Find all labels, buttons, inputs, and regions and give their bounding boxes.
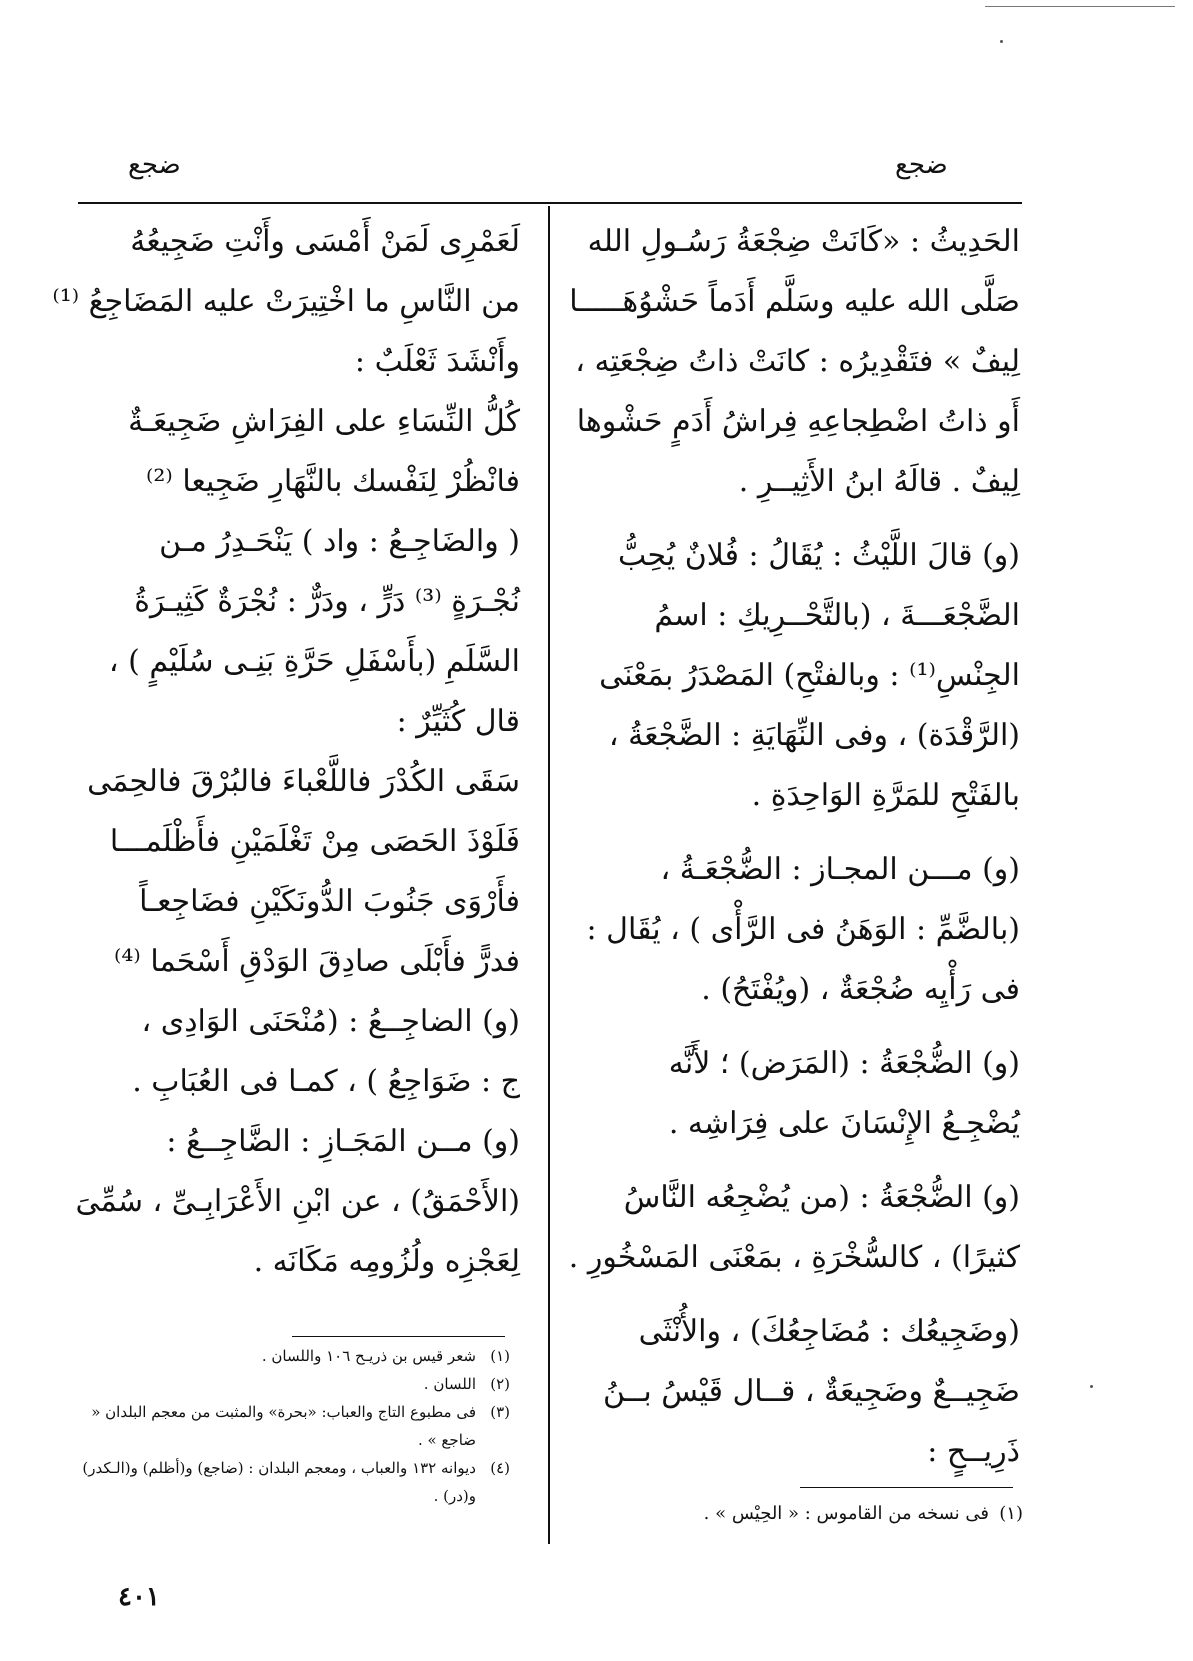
text-line: سَقَى الكُدْرَ فاللَّعْباءَ فالبُرْقَ فالحِمَى (87, 764, 520, 799)
text-line: فانْظُرْ لِنَفْسك بالنَّهَارِ ضَجِيعا ⁽²⁾ (146, 464, 520, 499)
text-line: (وضَجِيعُك : مُضَاجِعُكَ) ، والأُنْثَى (638, 1314, 1020, 1349)
footnote-number: (١) (999, 1503, 1023, 1524)
paragraph-gap (585, 1288, 1020, 1302)
text-line: (و) قالَ اللَّيْثُ : يُقَالُ : فُلانٌ يُحِبُّ (618, 538, 1020, 573)
footnote-number: (٤) (490, 1459, 510, 1477)
text-line: ذَرِيــحٍ : (927, 1434, 1020, 1469)
text-line: فى رَأْيِه ضُجْعَةٌ ، (ويُفْتَحُ) . (701, 972, 1020, 1007)
paragraph-gap (585, 512, 1020, 526)
footnotes-right (585, 1500, 1023, 1528)
footnote-rule-right (800, 1487, 1013, 1488)
text-line: (و) الضُّجْعَةُ : (المَرَض) ؛ لأَنَّه (668, 1046, 1020, 1081)
footnote (78, 1398, 510, 1454)
text-line: (الأَحْمَقُ) ، عن ابْنِ الأَعْرَابِـىِّ ، سُمِّىَ (75, 1184, 520, 1219)
footnote-text: فى مطبوع التاج والعباب: «بحرة» والمثبت من معجم البلدان « ضاجع » . (91, 1403, 476, 1449)
text-line: نُجْـرَةٍ ⁽³⁾ دَرٍّ ، ودَرٌّ : نُجْرَةٌ كَثِيـرَةُ (134, 584, 520, 619)
text-line: صَلَّى الله عليه وسَلَّم أَدَماً حَشْوُهَـــــا (569, 284, 1020, 319)
paragraph-gap (585, 826, 1020, 840)
footnote-text: ديوانه ١٣٢ والعباب ، ومعجم البلدان : (ضاجع) و(أظلم) و(الـكدر) و(در) . (82, 1459, 476, 1505)
text-line: فأَرْوَى جَنُوبَ الدُّونَكَيْنِ فضَاجِعـاً (139, 884, 520, 919)
text-line: كثيرًا) ، كالسُّخْرَةِ ، بمَعْنَى المَسْخُورِ . (568, 1240, 1020, 1275)
footnote-text: اللسان . (423, 1375, 476, 1393)
text-line: ضَجِيــعٌ وضَجِيعَةٌ ، قــال قَيْسُ بــنُ (603, 1374, 1020, 1409)
left-column (52, 212, 520, 1292)
footnote-number: (٢) (490, 1375, 510, 1393)
text-line: ( والضَاجِـعُ : واد ) يَنْحَـدِرُ مـن (159, 524, 520, 559)
text-line: بالفَتْحِ للمَرَّةِ الوَاحِدَةِ . (751, 778, 1020, 813)
running-header-right: ضجع (895, 150, 948, 180)
text-line: (و) مــن المَجَـازِ : الضَّاجِــعُ : (166, 1124, 520, 1159)
text-line: السَّلَمِ (بأَسْفَلِ حَرَّةِ بَنِـى سُلَيْمٍ ) ، (108, 644, 520, 679)
text-line: (و) مـــن المجـاز : الضُّجْعَـةُ ، (660, 852, 1020, 887)
text-line: لِعَجْزِه ولُزُومِه مَكَانَه . (253, 1244, 520, 1279)
paragraph-gap (585, 1020, 1020, 1034)
column-divider (548, 206, 550, 1544)
text-line: الجِنْسِ⁽¹⁾ : وبالفتْحِ) المَصْدَرُ بمَعْنَى (599, 658, 1020, 693)
text-line: قال كُثَيِّرٌ : (396, 704, 520, 739)
top-edge-line (985, 6, 1175, 7)
text-line: فدرًّ فأَبْلَى صادِقَ الوَدْقِ أَسْحَما ⁽⁴⁾ (114, 944, 520, 979)
text-line: أَو ذاتُ اضْطِجاعِهِ فِراشُ أَدَمٍ حَشْوها (576, 404, 1020, 439)
text-line: كُلُّ النِّسَاءِ على الفِرَاشِ ضَجِيعَـةٌ (128, 404, 520, 439)
text-line: وأَنْشَدَ ثَعْلَبٌ : (354, 344, 520, 379)
header-rule (78, 202, 1022, 204)
footnote (78, 1370, 510, 1398)
footnote (78, 1454, 510, 1510)
scan-speck (1090, 1385, 1093, 1388)
text-line: الحَدِيثُ : «كَانَتْ ضِجْعَةُ رَسُـولِ الله (587, 224, 1020, 259)
text-line: الضَّجْعَـــةَ ، (بالتَّحْــرِيكِ : اسمُ (654, 598, 1020, 633)
text-line: ج : ضَوَاجِعُ ) ، كمـا فى العُبَابِ . (132, 1064, 520, 1099)
text-line: لِيفٌ . قالَهُ ابنُ الأَثِيــرِ . (738, 464, 1020, 499)
text-line: لَعَمْرِى لَمَنْ أَمْسَى وأَنْتِ ضَجِيعُهُ (130, 224, 520, 259)
text-line: فَلَوْذَ الحَصَى مِنْ تَغْلَمَيْنِ فأَظْلَمـــا (109, 824, 520, 859)
footnote-rule-left (292, 1336, 505, 1337)
text-line: (بالضَّمِّ : الوَهَنُ فى الرَّأْى ) ، يُقَال : (586, 912, 1020, 947)
footnote-text: شعر قيس بن ذريـح ١٠٦ واللسان . (261, 1347, 476, 1365)
text-line: لِيفٌ » فتَقْدِيرُه : كانَتْ ذاتُ ضِجْعَتِه ، (575, 344, 1020, 379)
footnote-text: فى نسخه من القاموس : « الحِيْس » . (703, 1503, 989, 1524)
footnote (585, 1500, 1023, 1528)
footnote (78, 1342, 510, 1370)
footnote-number: (٣) (490, 1403, 510, 1421)
text-line: (الرَّقْدَة) ، وفى النِّهَايَةِ : الضَّجْعَةُ ، (608, 718, 1020, 753)
right-column (568, 212, 1020, 1482)
scan-speck (1000, 40, 1003, 43)
footnote-number: (١) (490, 1347, 510, 1365)
text-line: من النَّاسِ ما اخْتِيرَتْ عليه المَضَاجِعُ ⁽¹⁾ (52, 284, 520, 319)
text-line: (و) الضاجِــعُ : (مُنْحَنَى الوَادِى ، (141, 1004, 520, 1039)
page-number: ٤٠١ (118, 1582, 160, 1612)
text-line: يُضْجِـعُ الإِنْسَانَ على فِرَاشِه . (668, 1106, 1020, 1141)
text-line: (و) الضُّجْعَةُ : (من يُضْجِعُه النَّاسُ (623, 1180, 1020, 1215)
paragraph-gap (585, 1154, 1020, 1168)
running-header-left: ضجع (128, 150, 181, 180)
footnotes-left (78, 1342, 510, 1510)
